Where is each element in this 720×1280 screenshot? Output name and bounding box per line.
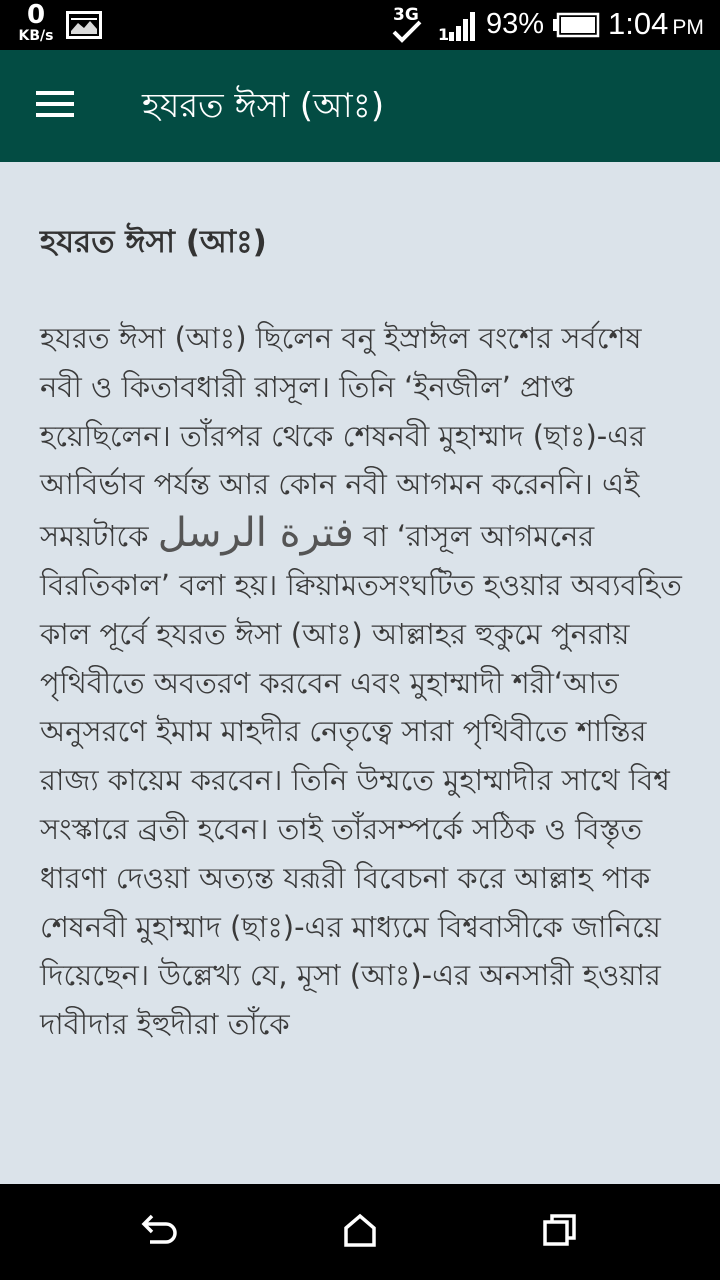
- net-speed-indicator: [12, 2, 60, 43]
- network-type-label: 3G: [393, 5, 419, 25]
- app-bar: [0, 50, 720, 162]
- article-body-part1: হযরত ঈসা (আঃ) ছিলেন বনু ইস্রাঈল বংশের সর্বশেষ নবী ও কিতাবধারী রাসূল। তিনি ‘ইনজীল’ প্রাপ্ত হয়েছিলেন। তাঁরপর থেকে শেষনবী মুহাম্মাদ (ছাঃ)-এর আবির্ভাব পর্যন্ত আর কোন নবী আগমন করেননি। এই সময়টাকে: [40, 321, 646, 554]
- clock-ampm: PM: [672, 16, 704, 39]
- status-bar: [0, 0, 720, 50]
- arabic-phrase: فترة الرسل: [157, 510, 354, 557]
- recents-button[interactable]: [532, 1208, 588, 1256]
- back-icon: [140, 1212, 180, 1252]
- article-content[interactable]: [0, 162, 720, 1184]
- navigation-bar: [0, 1184, 720, 1280]
- app-title: হযরত ঈসা (আঃ): [142, 86, 385, 126]
- article-heading: হযরত ঈসা (আঃ): [40, 224, 267, 260]
- home-icon: [342, 1212, 378, 1252]
- net-speed-unit: KB/s: [18, 28, 54, 44]
- hamburger-menu-icon: [36, 89, 76, 123]
- article-body-part2: বা ‘রাসূল আগমনের বিরতিকাল’ বলা হয়। ক্বিয়ামতসংঘটিত হওয়ার অব্যবহিত কাল পূর্বে হযরত ঈসা (আঃ) আল্লাহর হুকুমে পুনরায় পৃথিবীতে অবতরণ করবেন এবং মুহাম্মাদী শরী‘আত অনুসরণে ইমাম মাহদীর নেতৃত্বে সারা পৃথিবীতে শান্তির রাজ্য কায়েম করবেন। তিনি উম্মতে মুহাম্মাদীর সাথে বিশ্ব সংস্কারে ব্রতী হবেন। তাই তাঁরসম্পর্কে সঠিক ও বিস্তৃত ধারণা দেওয়া অত্যন্ত যরূরী বিবেচনা করে আল্লাহ পাক শেষনবী মুহাম্মাদ (ছাঃ)-এর মাধ্যমে বিশ্ববাসীকে জানিয়ে দিয়েছেন। উল্লেখ্য যে, মূসা (আঃ)-এর অনসারী হওয়ার দাবীদার ইহুদীরা তাঁকে: [40, 519, 682, 1042]
- battery-percent: 93%: [486, 8, 545, 40]
- 3g-check-icon: [390, 4, 424, 50]
- gallery-icon: [66, 11, 102, 43]
- net-speed-value: 0: [26, 0, 46, 30]
- home-button[interactable]: [332, 1208, 388, 1256]
- recents-icon: [542, 1212, 578, 1252]
- signal-icon: [438, 10, 480, 46]
- article-body: [40, 314, 688, 1049]
- back-button[interactable]: [132, 1208, 188, 1256]
- battery-icon: [552, 12, 600, 42]
- menu-button[interactable]: [28, 82, 84, 130]
- svg-text:1: 1: [438, 25, 450, 42]
- clock: [608, 6, 704, 42]
- clock-time: 1:04: [608, 6, 669, 41]
